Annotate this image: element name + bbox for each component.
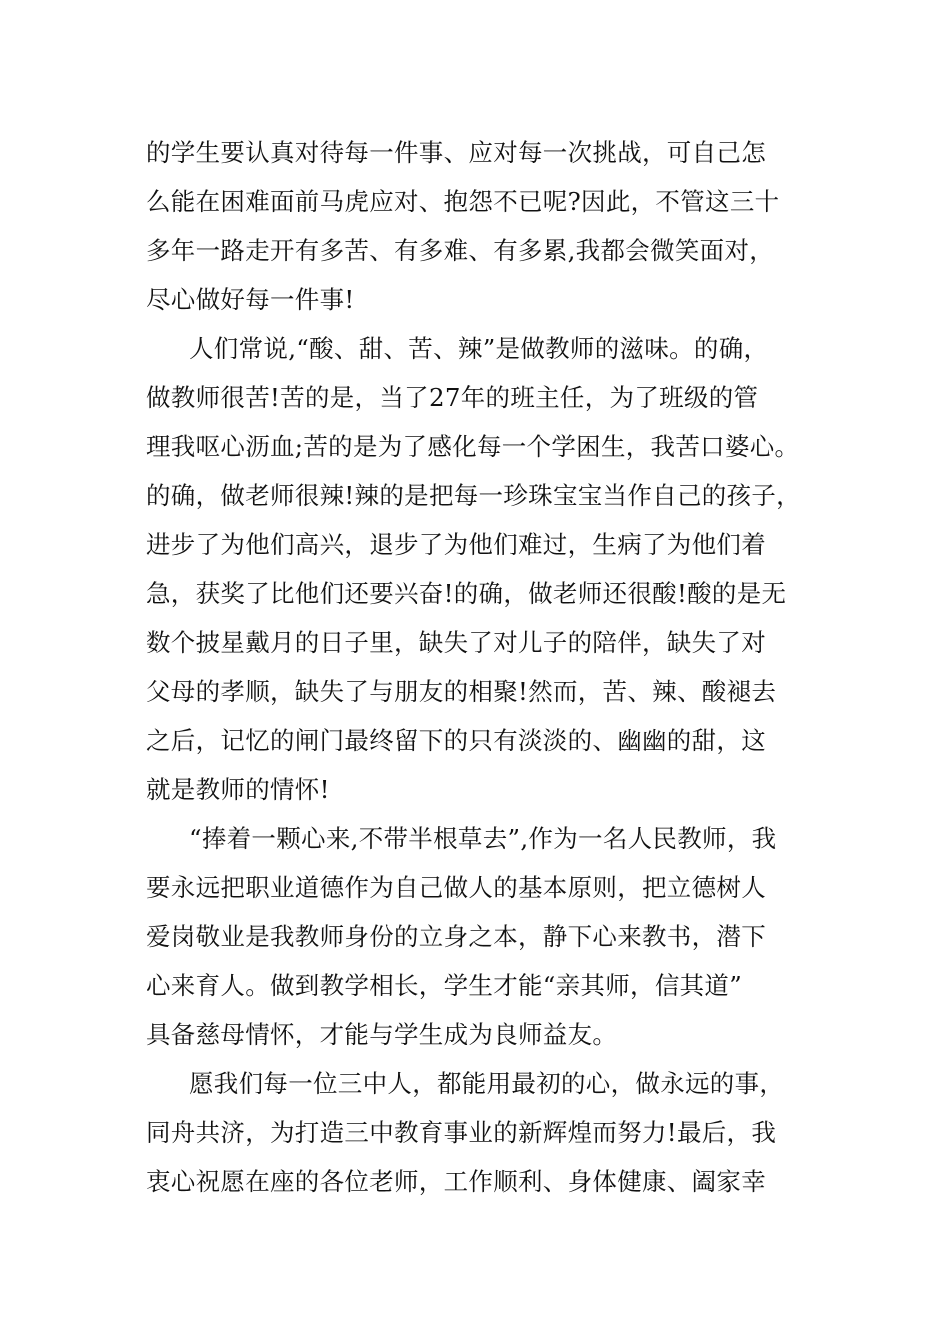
text-line: 的学生要认真对待每一件事、应对每一次挑战，可自己怎: [146, 138, 766, 167]
text-line: 数个披星戴月的日子里，缺失了对儿子的陪伴，缺失了对: [146, 628, 766, 657]
paragraph-2: [146, 324, 826, 814]
text-line: 衷心祝愿在座的各位老师，工作顺利、身体健康、阖家幸: [146, 1167, 766, 1196]
body-text: [146, 128, 826, 1206]
paragraph-3: [146, 814, 826, 1059]
text-line: 进步了为他们高兴，退步了为他们难过，生病了为他们着: [146, 530, 766, 559]
paragraph-4: [146, 1059, 826, 1206]
text-line: 尽心做好每一件事!: [146, 285, 355, 314]
text-line: 要永远把职业道德作为自己做人的基本原则，把立德树人: [146, 873, 766, 902]
text-line: 急，获奖了比他们还要兴奋!的确，做老师还很酸!酸的是无: [146, 579, 787, 608]
text-line: 爱岗敬业是我教师身份的立身之本，静下心来教书，潜下: [146, 922, 766, 951]
text-line: 做教师很苦!苦的是，当了27年的班主任，为了班级的管: [146, 383, 759, 412]
text-line: 人们常说,“酸、甜、苦、辣”是做教师的滋味。的确，: [189, 334, 769, 363]
text-line: 多年一路走开有多苦、有多难、有多累,我都会微笑面对，: [146, 236, 775, 265]
text-line: 同舟共济，为打造三中教育事业的新辉煌而努力!最后，我: [146, 1118, 777, 1147]
text-line: 父母的孝顺，缺失了与朋友的相聚!然而，苦、辣、酸褪去: [146, 677, 777, 706]
text-line: 就是教师的情怀!: [146, 775, 330, 804]
text-line: 心来育人。做到教学相长，学生才能“亲其师，信其道”: [146, 971, 743, 1000]
text-line: 具备慈母情怀，才能与学生成为良师益友。: [146, 1020, 618, 1049]
text-line: 之后，记忆的闸门最终留下的只有淡淡的、幽幽的甜，这: [146, 726, 766, 755]
paragraph-1: [146, 128, 826, 324]
text-line: 的确，做老师很辣!辣的是把每一珍珠宝宝当作自己的孩子，: [146, 481, 801, 510]
text-line: “捧着一颗心来,不带半根草去”,作为一名人民教师，我: [189, 824, 777, 853]
text-line: 理我呕心沥血;苦的是为了感化每一个学困生，我苦口婆心。: [146, 432, 800, 461]
text-line: 愿我们每一位三中人，都能用最初的心，做永远的事，: [189, 1069, 785, 1098]
text-line: 么能在困难面前马虎应对、抱怨不已呢?因此，不管这三十: [146, 187, 780, 216]
